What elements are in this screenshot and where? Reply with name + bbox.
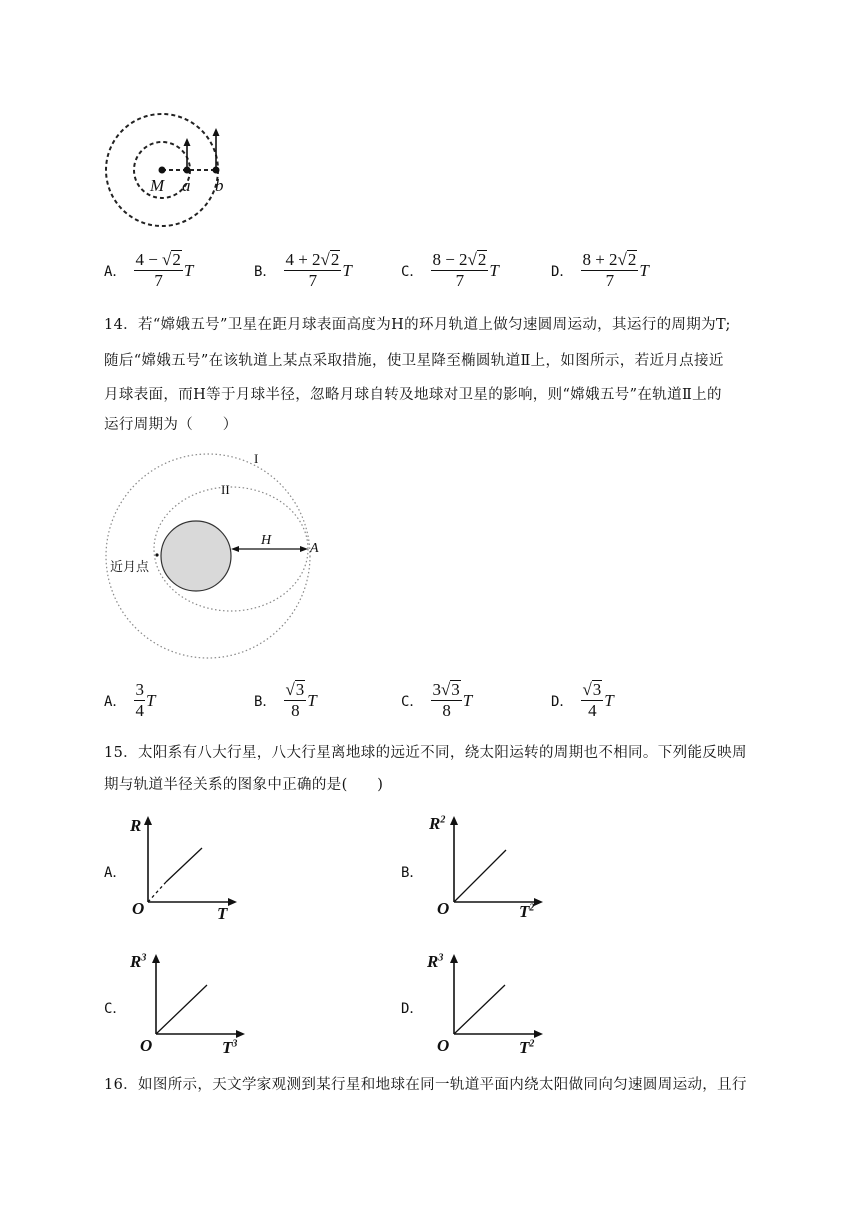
q14-line-3: 月球表面，而H等于月球半径，忽略月球自转及地球对卫星的影响，则“嫦娥五号”在轨道Ⅱ上的	[104, 387, 722, 403]
graph-d-line	[454, 985, 505, 1034]
graph-b	[446, 812, 556, 914]
graph-a-origin: O	[132, 899, 145, 918]
graph-a-line-dashed	[148, 882, 166, 902]
label-perilune: 近月点	[110, 560, 150, 575]
q15-line-1: 15．太阳系有八大行星，八大行星离地球的远近不同，绕太阳运转的周期也不相同。下列能反映周	[104, 745, 747, 761]
graph-a-line	[166, 848, 202, 882]
label-b: b	[215, 176, 224, 195]
graph-c-line	[156, 985, 207, 1034]
label-A: A	[310, 541, 319, 556]
graph-b-xlabel: $T^2$	[519, 902, 535, 921]
q16-line-1: 16．如图所示，天文学家观测到某行星和地球在同一轨道平面内绕太阳做同向匀速圆周运动，且行	[104, 1077, 747, 1093]
graph-a-ylabel: R	[130, 816, 142, 835]
graph-a	[140, 812, 250, 914]
q14-option-c: C． $\frac{3√3}{8}$ T	[401, 680, 473, 720]
q13-option-d: D． $\frac{8 + 2√2}{7}$ T	[551, 250, 649, 290]
graph-c-ylabel: $R^3$	[130, 952, 147, 971]
q14-line-1: 14．若“嫦娥五号”卫星在距月球表面高度为H的环月轨道上做匀速圆周运动，其运行的周期为T;	[104, 317, 731, 333]
graph-b-origin: O	[437, 899, 450, 918]
q14-line-4: 运行周期为（ ）	[104, 417, 238, 433]
graph-d-ylabel: $R^3$	[427, 952, 444, 971]
q14-line-2: 随后“嫦娥五号”在该轨道上某点采取措施，使卫星降至椭圆轨道Ⅱ上，如图所示，若近月点接近	[104, 353, 724, 369]
q15-line-2: 期与轨道半径关系的图象中正确的是( )	[104, 777, 384, 793]
graph-d-xlabel: $T^2$	[519, 1038, 535, 1057]
orbit-figure-q13	[100, 98, 240, 233]
label-H: H	[261, 533, 272, 548]
label-M: M	[150, 176, 165, 195]
graph-c-xlabel: $T^3$	[222, 1038, 238, 1057]
graph-c-origin: O	[140, 1036, 153, 1055]
q13-option-b: B． $\frac{4 + 2√2}{7}$ T	[254, 250, 352, 290]
label-orbit-II: II	[221, 482, 230, 497]
label-orbit-I: I	[254, 451, 259, 466]
q13-option-a: A． $\frac{4 - √2}{7}$ T	[104, 250, 194, 290]
q14-option-a: A． $\frac{3}{4}$ T	[104, 680, 156, 720]
q13-option-c: C． $\frac{8 - 2√2}{7}$ T	[401, 250, 499, 290]
graph-c-letter: C．	[104, 1001, 127, 1017]
q14-option-b: B． $\frac{√3}{8}$ T	[254, 680, 317, 720]
graph-b-ylabel: $R^2$	[429, 814, 446, 833]
graph-a-xlabel: T	[217, 904, 228, 923]
graph-d-origin: O	[437, 1036, 450, 1055]
label-a: a	[182, 176, 191, 195]
q14-option-d: D． $\frac{√3}{4}$ T	[551, 680, 614, 720]
graph-d	[446, 950, 556, 1052]
graph-b-line	[454, 850, 506, 902]
graph-a-letter: A．	[104, 865, 127, 881]
graph-b-letter: B．	[401, 865, 424, 881]
moon	[161, 521, 231, 591]
graph-d-letter: D．	[401, 1001, 424, 1017]
graph-c	[148, 950, 258, 1052]
